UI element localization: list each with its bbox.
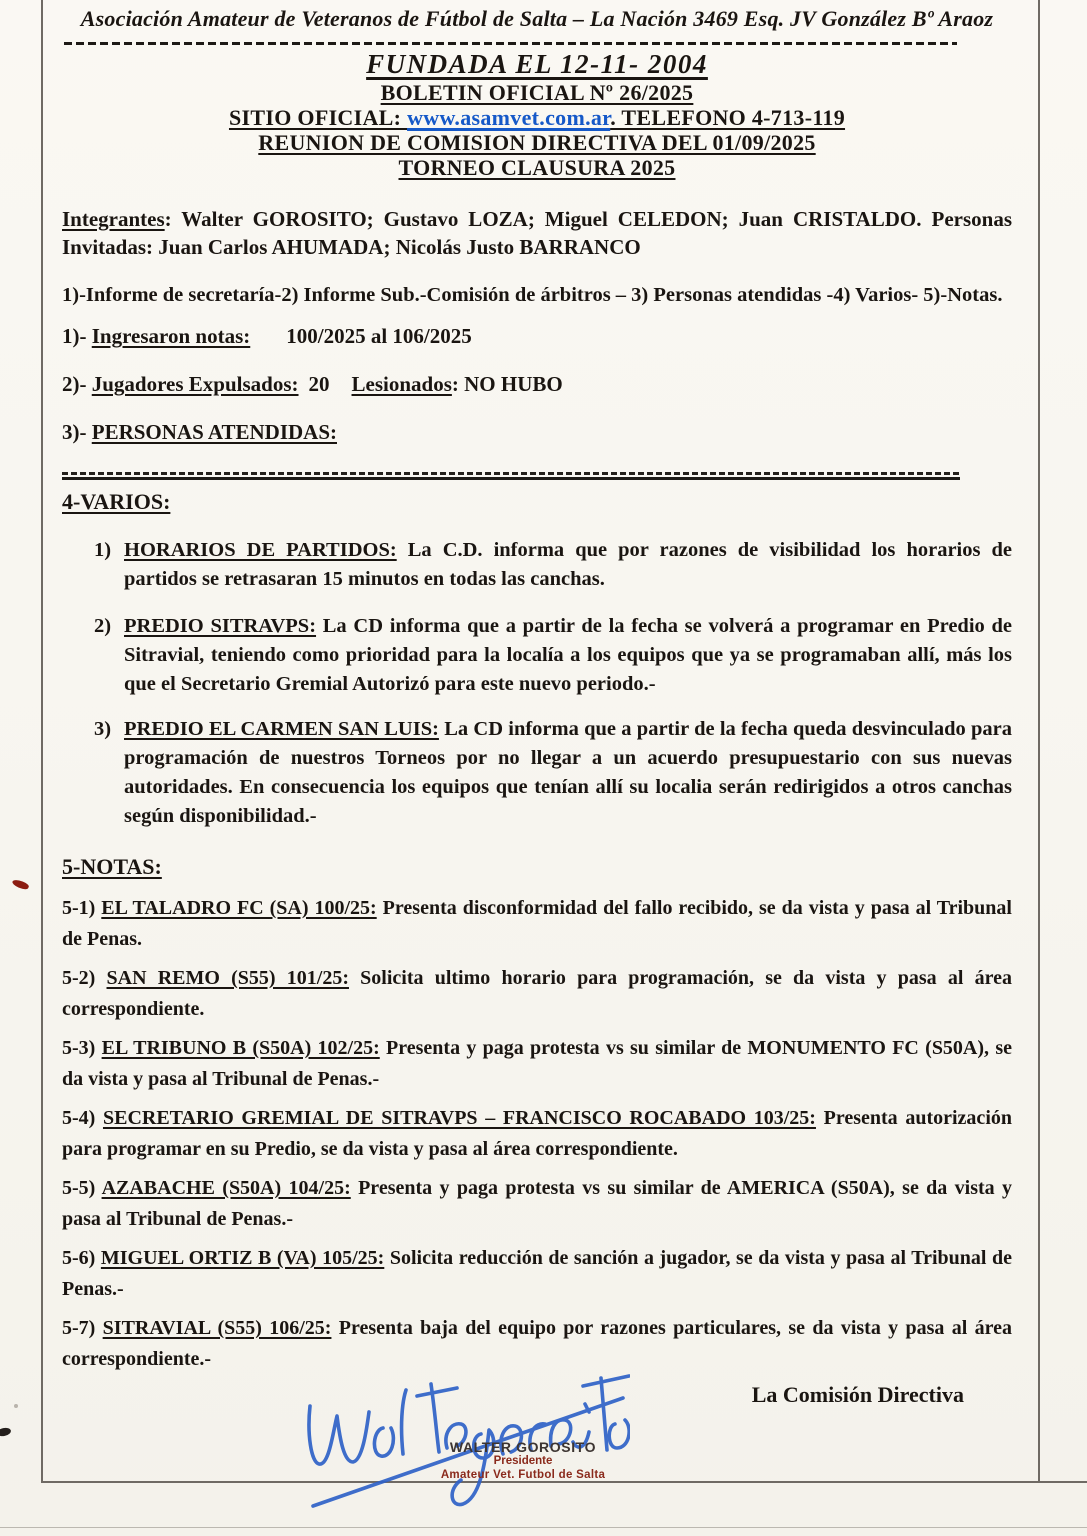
varios-item-label: PREDIO EL CARMEN SAN LUIS: bbox=[124, 718, 439, 740]
site-url-link[interactable]: www.asamvet.com.ar bbox=[407, 105, 611, 130]
stamp-name: WALTER GOROSITO bbox=[449, 1439, 597, 1455]
scan-artifact-dot bbox=[14, 1404, 18, 1408]
nota-label: EL TRIBUNO B (S50A) 102/25: bbox=[101, 1037, 380, 1059]
closing-signoff: La Comisión Directiva bbox=[751, 1382, 964, 1407]
varios-item-text: La CD informa que a partir de la fecha se volverá a programar en Predio de Sitravial, teniendo como prioridad para la localía a los equipos que ya se programaban allí, más los que el Secretario Gremial Autorizó para este nuevo periodo.- bbox=[124, 615, 1012, 695]
site-phone: . TELEFONO 4-713-119 bbox=[610, 105, 846, 130]
scan-artifact-black-mark bbox=[0, 1427, 12, 1438]
scan-bottom-edge bbox=[0, 1527, 1087, 1528]
page-frame-right-line bbox=[1038, 0, 1040, 1482]
jugadores-expulsados-line: 2)- Jugadores Expulsados: 20 Lesionados: NO HUBO bbox=[62, 372, 563, 396]
varios-item: 1) HORARIOS DE PARTIDOS: La C.D. informa que por razones de visibilidad los horarios de partidos se retrasaran 15 minutos en todas las canchas. bbox=[94, 539, 1013, 590]
integrantes-label: Integrantes bbox=[62, 207, 165, 231]
integrantes-paragraph bbox=[62, 205, 1012, 261]
integrantes-names: : Walter GOROSITO; Gustavo LOZA; Miguel CELEDON; Juan CRISTALDO. Personas Invitadas: Juan Carlos AHUMADA; Nicolás Justo BARRANCO bbox=[62, 207, 1012, 259]
nota-text: Presenta y paga protesta vs su similar de MONUMENTO FC (S50A), se da vista y pasa al Tribunal de Penas.- bbox=[62, 1037, 1012, 1090]
bulletin-number-line: BOLETIN OFICIAL Nº 26/2025 bbox=[380, 80, 694, 105]
section-divider bbox=[62, 472, 960, 480]
lesionados-label: Lesionados bbox=[351, 372, 452, 396]
nota-text: Solicita ultimo horario para programación, se da vista y pasa al área correspondiente. bbox=[62, 967, 1012, 1020]
varios-item-label: HORARIOS DE PARTIDOS: bbox=[124, 539, 397, 561]
varios-item: 3) PREDIO EL CARMEN SAN LUIS: La CD informa que a partir de la fecha queda desvinculado para programación de nuestros Torneos por no llegar a un acuerdo presupuestario con sus nuevas autoridades. En consecuencia los equipos que tenían allí su localia serán redirigidos a otros canchas según disponibilidad.- bbox=[94, 718, 1012, 827]
personas-atendidas-label: PERSONAS ATENDIDAS: bbox=[91, 420, 337, 444]
nota-text: Solicita reducción de sanción a jugador, se da vista y pasa al Tribunal de Penas.- bbox=[62, 1247, 1012, 1300]
varios-item-text: La C.D. informa que por razones de visibilidad los horarios de partidos se retrasaran 15 minutos en todas las canchas. bbox=[124, 539, 1013, 590]
nota-text: Presenta autorización para programar en su Predio, se da vista y pasa al área correspondiente. bbox=[62, 1107, 1012, 1160]
personas-atendidas-line: 3)- PERSONAS ATENDIDAS: bbox=[62, 420, 337, 444]
nota-text: Presenta y paga protesta vs su similar de AMERICA (S50A), se da vista y pasa al Tribunal de Penas.- bbox=[62, 1177, 1012, 1230]
president-stamp bbox=[368, 1440, 678, 1482]
scan-artifact-red-mark bbox=[11, 878, 29, 891]
varios-section-title: 4-VARIOS: bbox=[62, 489, 171, 514]
stamp-org: Amateur Vet. Futbol de Salta bbox=[440, 1469, 606, 1481]
nota-label: AZABACHE (S50A) 104/25: bbox=[101, 1177, 351, 1199]
ingresaron-notas-value: 100/2025 al 106/2025 bbox=[286, 324, 472, 348]
official-site-line bbox=[62, 105, 1012, 130]
header-dashed-separator bbox=[64, 42, 957, 45]
varios-item-label: PREDIO SITRAVPS: bbox=[124, 615, 317, 637]
varios-item: 2) PREDIO SITRAVPS: La CD informa que a partir de la fecha se volverá a programar en Predio de Sitravial, teniendo como prioridad para la localía a los equipos que ya se programaban allí, más los que el Secretario Gremial Autorizó para este nuevo periodo.- bbox=[94, 615, 1012, 695]
nota-text: Presenta baja del equipo por razones particulares, se da vista y pasa al área correspondiente.- bbox=[62, 1317, 1012, 1370]
ingresaron-notas-label: Ingresaron notas: bbox=[91, 324, 251, 348]
tournament-line: TORNEO CLAUSURA 2025 bbox=[398, 155, 676, 180]
nota-item: 5-5) AZABACHE (S50A) 104/25: Presenta y paga protesta vs su similar de AMERICA (S50A), se da vista y pasa al Tribunal de Penas.- bbox=[62, 1177, 1012, 1230]
founded-line: FUNDADA EL 12-11- 2004 bbox=[366, 49, 708, 79]
org-header-line: Asociación Amateur de Veteranos de Fútbol de Salta – La Nación 3469 Esq. JV González Bº Araoz bbox=[80, 6, 994, 31]
nota-item: 5-4) SECRETARIO GREMIAL DE SITRAVPS – FRANCISCO ROCABADO 103/25: Presenta autorización para programar en su Predio, se da vista y pasa al área correspondiente. bbox=[62, 1107, 1012, 1160]
nota-label: SAN REMO (S55) 101/25: bbox=[106, 967, 349, 989]
site-label: SITIO OFICIAL: bbox=[228, 105, 408, 130]
nota-item: 5-6) MIGUEL ORTIZ B (VA) 105/25: Solicita reducción de sanción a jugador, se da vista y pasa al Tribunal de Penas.- bbox=[62, 1247, 1012, 1300]
expulsados-label: Jugadores Expulsados: bbox=[91, 372, 299, 396]
varios-item-text: La CD informa que a partir de la fecha queda desvinculado para programación de nuestros Torneos por no llegar a un acuerdo presupuestario con sus nuevas autoridades. En consecuencia los equipos que tenían allí su localia serán redirigidos a otros canchas según disponibilidad.- bbox=[124, 718, 1012, 827]
document-content bbox=[62, 4, 1012, 1409]
expulsados-value: 20 bbox=[308, 372, 330, 396]
meeting-line: REUNION DE COMISION DIRECTIVA DEL 01/09/2025 bbox=[258, 130, 816, 155]
nota-label: EL TALADRO FC (SA) 100/25: bbox=[101, 897, 377, 919]
ingresaron-notas-line: 1)- Ingresaron notas: 100/2025 al 106/2025 bbox=[62, 324, 472, 348]
stamp-title: Presidente bbox=[493, 1455, 553, 1467]
nota-label: SITRAVIAL (S55) 106/25: bbox=[102, 1317, 332, 1339]
nota-item: 5-1) EL TALADRO FC (SA) 100/25: Presenta disconformidad del fallo recibido, se da vista y pasa al Tribunal de Penas. bbox=[62, 897, 1012, 950]
nota-item: 5-3) EL TRIBUNO B (S50A) 102/25: Presenta y paga protesta vs su similar de MONUMENTO FC (S50A), se da vista y pasa al Tribunal de Penas.- bbox=[62, 1037, 1012, 1090]
nota-label: MIGUEL ORTIZ B (VA) 105/25: bbox=[100, 1247, 385, 1269]
nota-item: 5-2) SAN REMO (S55) 101/25: Solicita ultimo horario para programación, se da vista y pasa al área correspondiente. bbox=[62, 967, 1012, 1020]
lesionados-value: : NO HUBO bbox=[451, 372, 563, 396]
agenda-line: 1)-Informe de secretaría-2) Informe Sub.-Comisión de árbitros – 3) Personas atendidas -4) Varios- 5)-Notas. bbox=[62, 284, 1003, 306]
notas-section-title: 5-NOTAS: bbox=[62, 854, 162, 879]
nota-item: 5-7) SITRAVIAL (S55) 106/25: Presenta baja del equipo por razones particulares, se da vista y pasa al área correspondiente.- bbox=[62, 1317, 1012, 1370]
nota-label: SECRETARIO GREMIAL DE SITRAVPS – FRANCISCO ROCABADO 103/25: bbox=[102, 1107, 816, 1129]
nota-text: Presenta disconformidad del fallo recibido, se da vista y pasa al Tribunal de Penas. bbox=[62, 897, 1012, 950]
page-frame-left-line bbox=[41, 0, 43, 1482]
